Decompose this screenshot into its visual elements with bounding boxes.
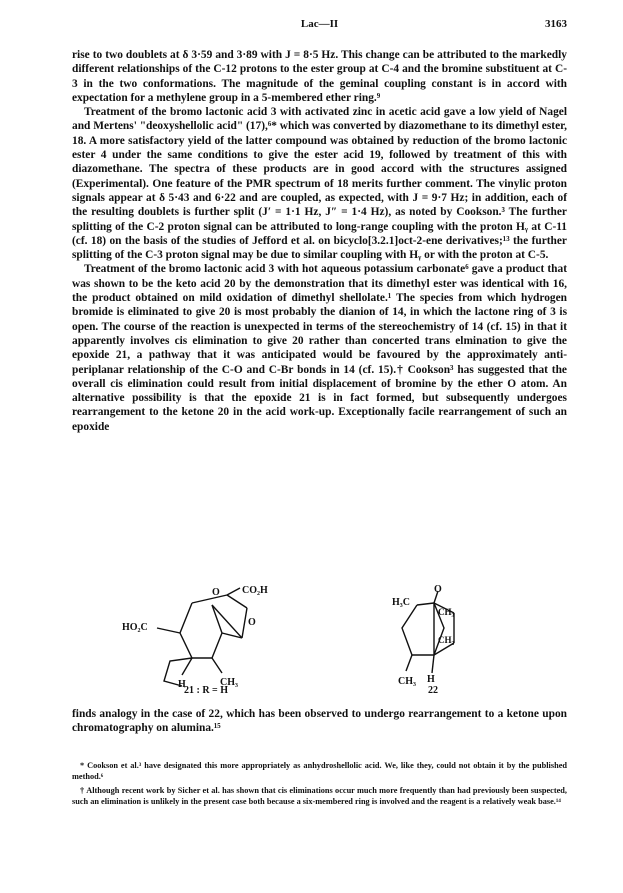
s21-o-ring: O: [248, 617, 256, 628]
footnote: * Cookson et al.³ have designated this more appropriately as anhydroshellolic acid. We, like they, could not obtain it by the published method.⁶: [72, 761, 567, 781]
s22-ch3-a: CH₃: [438, 607, 455, 617]
s22-caption: 22: [428, 685, 438, 693]
s21-o-top: O: [212, 587, 220, 598]
footnotes: [72, 760, 567, 810]
s22-ch3-c: CH₃: [398, 676, 416, 687]
paragraph: Treatment of the bromo lactonic acid 3 with hot aqueous potassium carbonate⁶ gave a product that was shown to be the keto acid 20 by the demonstration that its dimethyl ester was identical with 16, the product obtained on mild oxidation of dimethyl shellolate.¹ The species from which hydrogen bromide is eliminated to give 20 is most probably the dianion of 14, in which the lactone ring of 3 is open. The course of the reaction is unexpected in terms of the stereochemistry of 14 (cf. 15) in that it apparently involves cis elimination to give 20 rather than concerted trans elmination to give the epoxide 21, a pathway that it was anticipated would be favoured by the approximately anti-periplanar relationship of the C-O and C-Br bonds in 14 (cf. 15).† Cookson³ has suggested that the overall cis elimination could result from initial displacement of bromine by the ether O atom. An alternative possibility is that the epoxide 21 is in fact formed, but subsequently undergoes rearrangement to the ketone 20 in the acid work-up. Exceptionally facile rearrangement of such an epoxide: [72, 263, 567, 433]
footnote: † Although recent work by Sicher et al. has shown that cis eliminations occur much more frequently than had previously been suspected, such an elimination is unlikely in the present case both because a six-membered ring is involved and the reagent is a relatively weak base.¹⁴: [72, 786, 567, 806]
page-number: 3163: [545, 18, 567, 30]
s22-ch3-b: CH₃: [438, 635, 455, 645]
structure-21: [157, 588, 247, 686]
s22-h3c: H₃C: [392, 597, 410, 608]
s22-h: H: [427, 674, 435, 685]
s21-h: H: [178, 679, 186, 690]
chemical-structures-figure: [72, 583, 567, 693]
running-title: Lac—II: [300, 18, 339, 30]
s21-caption: 21 : R = H: [184, 685, 229, 693]
page-header: [72, 18, 567, 34]
paragraph: rise to two doublets at δ 3·59 and 3·89 with J = 8·5 Hz. This change can be attributed to the markedly different relationships of the C-12 protons to the ester group at C-4 and the bromine substituent at C-3 in the two conformations. The magnitude of the geminal coupling constant is in accord with expectation for a methylene group in a 5-membered ether ring.⁹: [72, 49, 567, 104]
s21-co2h: CO₂H: [242, 585, 268, 596]
s21-ch3: CH₃: [220, 677, 238, 688]
s22-o-top: O: [434, 584, 442, 595]
s21-ho2c: HO₂C: [122, 622, 148, 633]
closing-paragraph: finds analogy in the case of 22, which has been observed to undergo rearrangement to a ketone upon chromatography on alumina.¹⁵: [72, 708, 567, 735]
body-text: [72, 48, 567, 434]
paragraph: Treatment of the bromo lactonic acid 3 with activated zinc in acetic acid gave a low yield of Nagel and Mertens' "deoxyshellolic acid" (17),⁶* which was converted by diazomethane to its dimethyl ester, 18. A more satisfactory yield of the latter compound was obtained by reduction of the bromo lactonic ester 4 under the same conditions to give the ester acid 19, followed by treatment of this with diazomethane. The spectra of these products are in good accord with the structures assigned (Experimental). One feature of the PMR spectrum of 18 merits further comment. The vinylic proton signals appear at δ 5·43 and 6·22 and are coupled, as expected, with J = 9·7 Hz; in addition, each of the resulting doublets is further split (J′ = 1·1 Hz, J″ = 1·4 Hz), as noted by Cookson.³ The further splitting of the C-2 proton signal can be attributed to long-range coupling with the proton Hᵧ at C-11 (cf. 18) on the basis of the studies of Jefford et al. on bicyclo[3.2.1]oct-2-ene derivatives;¹³ the further splitting of the C-3 proton signal may be due to similar coupling with Hᵧ or with the proton at C-5.: [72, 106, 567, 262]
